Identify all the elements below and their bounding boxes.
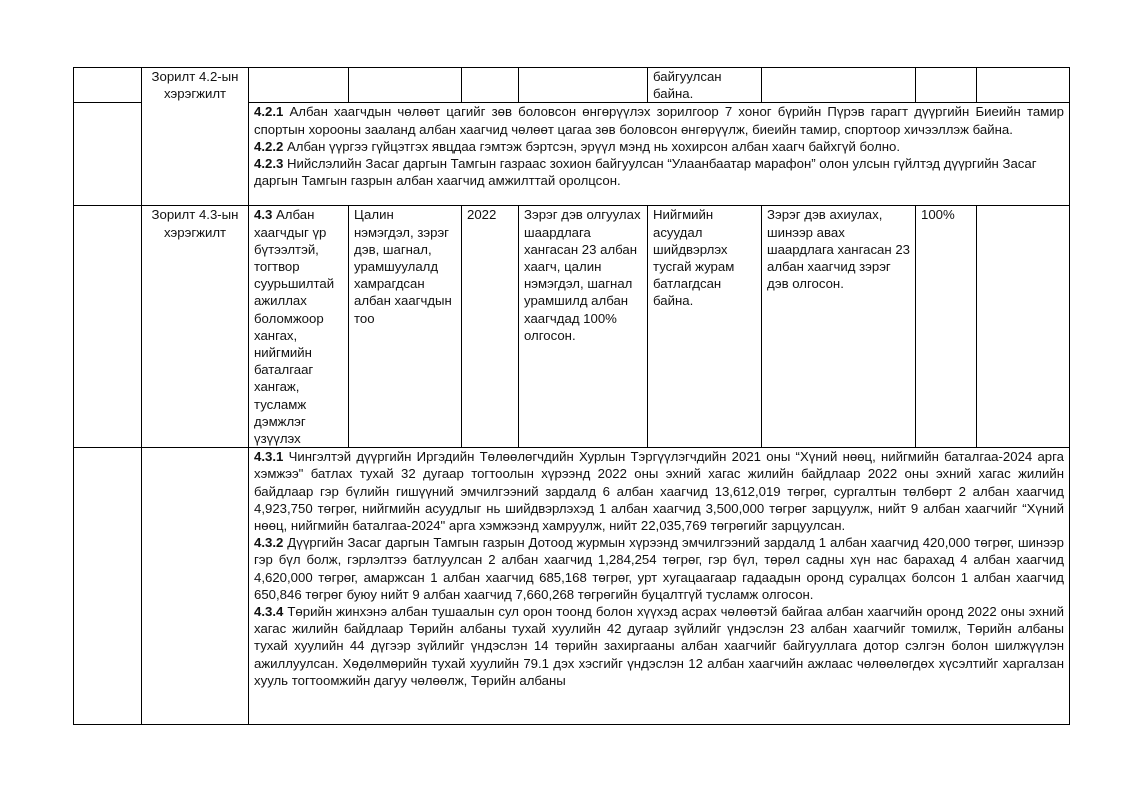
goal-4-2-details — [249, 103, 1070, 206]
objective-cell — [249, 206, 349, 448]
table-row-goal-4-3-details — [74, 448, 1070, 725]
paragraph-4-3-4 — [254, 603, 1064, 689]
paragraph-4-2-2 — [254, 138, 1064, 155]
paragraph-text: Төрийн жинхэнэ албан тушаалын сул орон тоонд болон хүүхэд асрах чөлөөтэй байгаа албан хаагчийн оронд 2022 оны эхний хагас жилийн байдлаар Төрийн албаны тухай хуулийн 42 дугаар зүйлийг үндэслэн 23 албан хаагчийг томилж, Төрийн албаны тухай хуулийн 44 дүгээр зүйлийг үндэслэн 14 төрийн захиргааны албан хаагчийг байгууллага дотор сэлгэн болон шилжүүлэн ажиллуулсан. Хөдөлмөрийн тухай хуулийн 79.1 дэх хэсгийг үндэслэн 12 албан хаагчийн ажлаас чөлөөлөгдөх хүсэлтийг харгалзан хууль тогтоомжийн дагуу чөлөөлж, Төрийн албаны — [254, 604, 1064, 688]
indicator-cell: Цалин нэмэгдэл, зэрэг дэв, шагнал, урамшуулалд хамрагдсан албан хаагчдын тоо — [349, 206, 462, 448]
goal-4-2-label: Зорилт 4.2-ын хэрэгжилт — [142, 68, 249, 206]
paragraph-number: 4.3.4 — [254, 604, 284, 620]
paragraph-4-3-1 — [254, 448, 1064, 534]
baseline-cell: Зэрэг дэв олгуулах шаардлага хангасан 23 албан хаагч, цалин нэмэгдэл, шагнал урамшилд албан хаагчдад 100% олгосон. — [519, 206, 648, 448]
empty-cell — [762, 68, 916, 103]
paragraph-number: 4.2.3 — [254, 156, 284, 172]
year-cell: 2022 — [462, 206, 519, 448]
paragraph-4-2-1 — [254, 103, 1064, 137]
table-row-goal-4-2-top — [74, 68, 1070, 103]
result-text-cell: байгуулсан байна. — [648, 68, 762, 103]
empty-cell — [462, 68, 519, 103]
empty-cell — [249, 68, 349, 103]
empty-cell — [74, 68, 142, 103]
percent-cell: 100% — [916, 206, 977, 448]
paragraph-text: Нийслэлийн Засаг даргын Тамгын газраас зохион байгуулсан “Улаанбаатар марафон” олон улсын гүйлтэд дүүргийн Засаг даргын Тамгын газрын албан хаагчид амжилттай оролцсон. — [254, 156, 1037, 189]
paragraph-number: 4.2.2 — [254, 138, 284, 154]
empty-cell — [74, 103, 142, 206]
paragraph-text: Албан хаагчдын чөлөөт цагийг зөв боловсон өнгөрүүлэх зорилгоор 7 хоног бүрийн Пүрэв гарагт дүүргийн Биеийн тамир спортын хорооны зааланд албан хаагчид чөлөөт цагаа зөв боловсон өнгөрүүлж, биеийн тамир, спортоор хичээллэж байна. — [254, 104, 1064, 137]
empty-cell — [142, 448, 249, 725]
objective-text: Албан хаагчдыг үр бүтээлтэй, тогтвор суурьшилтай ажиллах боломжоор хангах, нийгмийн баталгааг хангаж, тусламж дэмжлэг үзүүлэх — [254, 207, 335, 447]
empty-cell — [977, 68, 1070, 103]
paragraph-4-3-2 — [254, 534, 1064, 603]
paragraph-text: Чингэлтэй дүүргийн Иргэдийн Төлөөлөгчдийн Хурлын Тэргүүлэгчдийн 2021 оны “Хүний нөөц, нийгмийн баталгаа-2024 арга хэмжээ" батлах тухай 32 дугаар тогтоолын хүрээнд 2022 оны эхний хагас жилийн байдлаар 2022 оны эхний хагас жилийн байдлаар гэр бүлийн гишүүний эмчилгээний зардалд 6 албан хаагчид 13,612,019 төгрөг, сургалтын төлбөрт 2 албан хаагчид 4,923,750 төгрөг, нийгмийн асуудлыг нь шийдвэрлэхэд 1 албан хаагчид 3,500,000 төгрөг зарцуулж, нийт 9 албан хаагчийг “Хүний нөөц, нийгмийн баталгаа-2024" арга хэмжээнд хамруулж, нийт 22,035,769 төгрөгийг зарцуулсан. — [254, 449, 1064, 534]
report-table — [73, 67, 1070, 725]
empty-cell — [74, 448, 142, 725]
paragraph-number: 4.3.1 — [254, 449, 284, 465]
goal-4-3-details — [249, 448, 1070, 725]
paragraph-text: Дүүргийн Засаг даргын Тамгын газрын Дотоод журмын хүрээнд эмчилгээний зардалд 1 албан хаагчид 420,000 төгрөг, шинээр гэр бүл болж, гэрлэлтээ батлуулсан 2 албан хаагчид 1,284,254 төгрөг, гэр бүл, төрөл садны хүн нас барахад 4 албан хаагчид 4,620,000 төгрөг, амаржсан 1 албан хаагчид 685,168 төгрөг, урт хугацаагаар гадаадын оронд суралцах болсон 1 албан хаагчид 650,846 төгрөг буюу нийт 9 албан хаагчид 7,660,268 төгрөгийн буцалтгүй тусламж олгосон. — [254, 535, 1064, 602]
target-cell: Нийгмийн асуудал шийдвэрлэх тусгай журам батлагдсан байна. — [648, 206, 762, 448]
table-row-goal-4-3 — [74, 206, 1070, 448]
paragraph-number: 4.2.1 — [254, 104, 284, 120]
paragraph-number: 4.3.2 — [254, 535, 284, 551]
goal-4-3-label: Зорилт 4.3-ын хэрэгжилт — [142, 206, 249, 448]
empty-cell — [349, 68, 462, 103]
objective-number: 4.3 — [254, 207, 273, 223]
empty-cell — [916, 68, 977, 103]
empty-cell — [74, 206, 142, 448]
result-cell: Зэрэг дэв ахиулах, шинээр авах шаардлага хангасан 23 албан хаагчид зэрэг дэв олгосон. — [762, 206, 916, 448]
paragraph-4-2-3 — [254, 155, 1064, 189]
empty-cell — [519, 68, 648, 103]
note-cell — [977, 206, 1070, 448]
paragraph-text: Албан үүргээ гүйцэтгэх явцдаа гэмтэж бэртсэн, эрүүл мэнд нь хохирсон албан хаагч байхгүй болно. — [283, 138, 901, 154]
